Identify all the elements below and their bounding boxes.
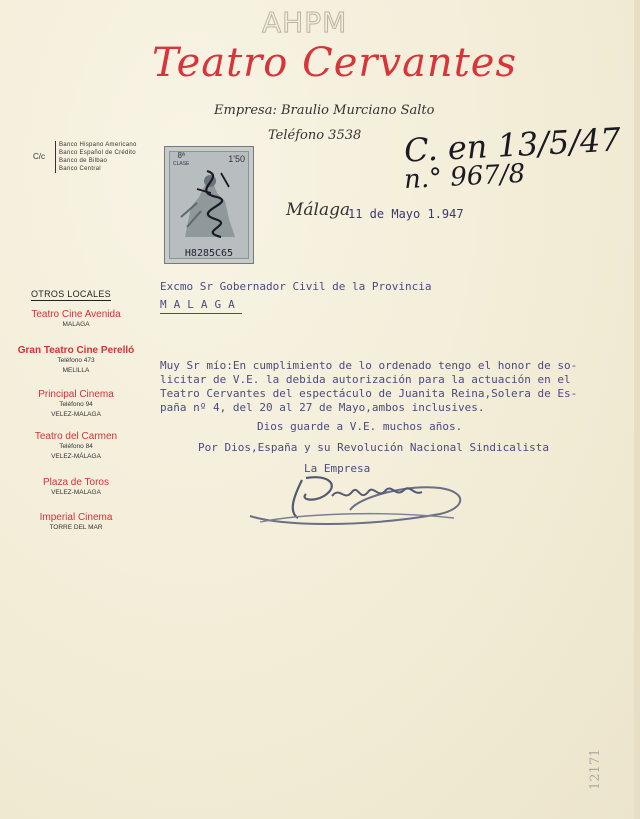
closing-signoff: La Empresa	[304, 462, 371, 475]
venue-name: Teatro del Carmen	[34, 431, 118, 442]
bank-item: Banco Central	[59, 166, 101, 172]
pencil-note: 12171	[588, 748, 603, 790]
venue-detail: VELEZ-MALAGA	[51, 489, 101, 496]
venue-item	[0, 477, 152, 498]
paper-edge	[634, 0, 640, 819]
closing-line: Por Dios,España y su Revolución Nacional Sindicalista	[198, 441, 549, 454]
fiscal-stamp	[164, 146, 254, 264]
sidebar-heading: OTROS LOCALES	[31, 289, 111, 299]
stamp-class-number: 8ª	[177, 151, 185, 160]
venue-item	[0, 512, 152, 533]
dateline-place: Málaga	[286, 200, 351, 220]
letterhead-title: Teatro Cervantes	[152, 40, 517, 86]
body-line: licitar de V.E. la debida autorización para la actuación en el	[160, 373, 571, 386]
letterhead-empresa: Empresa: Braulio Murciano Salto	[214, 103, 435, 118]
cc-label: C/c	[33, 152, 45, 161]
dateline-date: 11 de Mayo 1.947	[348, 207, 464, 221]
closing-line: Dios guarde a V.E. muchos años.	[257, 420, 463, 433]
stamp-class	[173, 152, 189, 168]
venue-detail: VELEZ-MALAGA	[51, 411, 101, 418]
bank-item: Banco de Bilbao	[59, 158, 108, 164]
venue-detail: Teléfono 473	[57, 357, 95, 364]
addressee-title: Excmo Sr Gobernador Civil de la Provincia	[160, 280, 432, 293]
letterhead-telefono: Teléfono 3538	[268, 128, 362, 143]
venue-item	[0, 309, 152, 330]
stamp-value: 1'50	[228, 154, 245, 164]
venue-detail: MELILLA	[62, 367, 90, 374]
archive-watermark: AHPM	[262, 6, 348, 39]
signature-icon	[240, 456, 470, 536]
bank-list	[55, 141, 137, 173]
venue-item	[0, 345, 152, 376]
bank-item: Banco Hispano Americano	[59, 142, 137, 148]
body-line: Teatro Cervantes del espectáculo de Juanita Reina,Solera de Es-	[160, 387, 578, 400]
handwritten-note-date: C. en 13/5/47	[403, 120, 622, 170]
venue-detail: Teléfono 84	[59, 443, 93, 450]
venue-name: Teatro Cine Avenida	[31, 309, 121, 320]
stamp-figure-icon	[177, 167, 243, 239]
venue-name: Plaza de Toros	[43, 477, 109, 488]
venue-item	[0, 389, 152, 420]
stamp-serial: H8285C65	[184, 248, 234, 259]
addressee-city: MALAGA	[160, 298, 242, 311]
stamp-class-label: CLASE	[173, 161, 190, 167]
venue-detail: Teléfono 94	[59, 401, 93, 408]
venue-detail: VELEZ-MÁLAGA	[51, 453, 101, 460]
venue-item	[0, 431, 152, 462]
venue-detail: MALAGA	[62, 321, 90, 328]
body-line: paña nº 4, del 20 al 27 de Mayo,ambos inclusives.	[160, 401, 485, 414]
body-line: Muy Sr mío:En cumplimiento de lo ordenado tengo el honor de so-	[160, 359, 578, 372]
addressee-underline	[160, 313, 242, 314]
venue-name: Gran Teatro Cine Perelló	[17, 345, 135, 356]
bank-item: Banco Español de Crédito	[59, 150, 136, 156]
venue-name: Imperial Cinema	[39, 512, 113, 523]
handwritten-note-number: n.° 967/8	[403, 158, 526, 196]
venue-detail: TORRE DEL MAR	[49, 524, 103, 531]
venue-name: Principal Cinema	[38, 389, 114, 400]
